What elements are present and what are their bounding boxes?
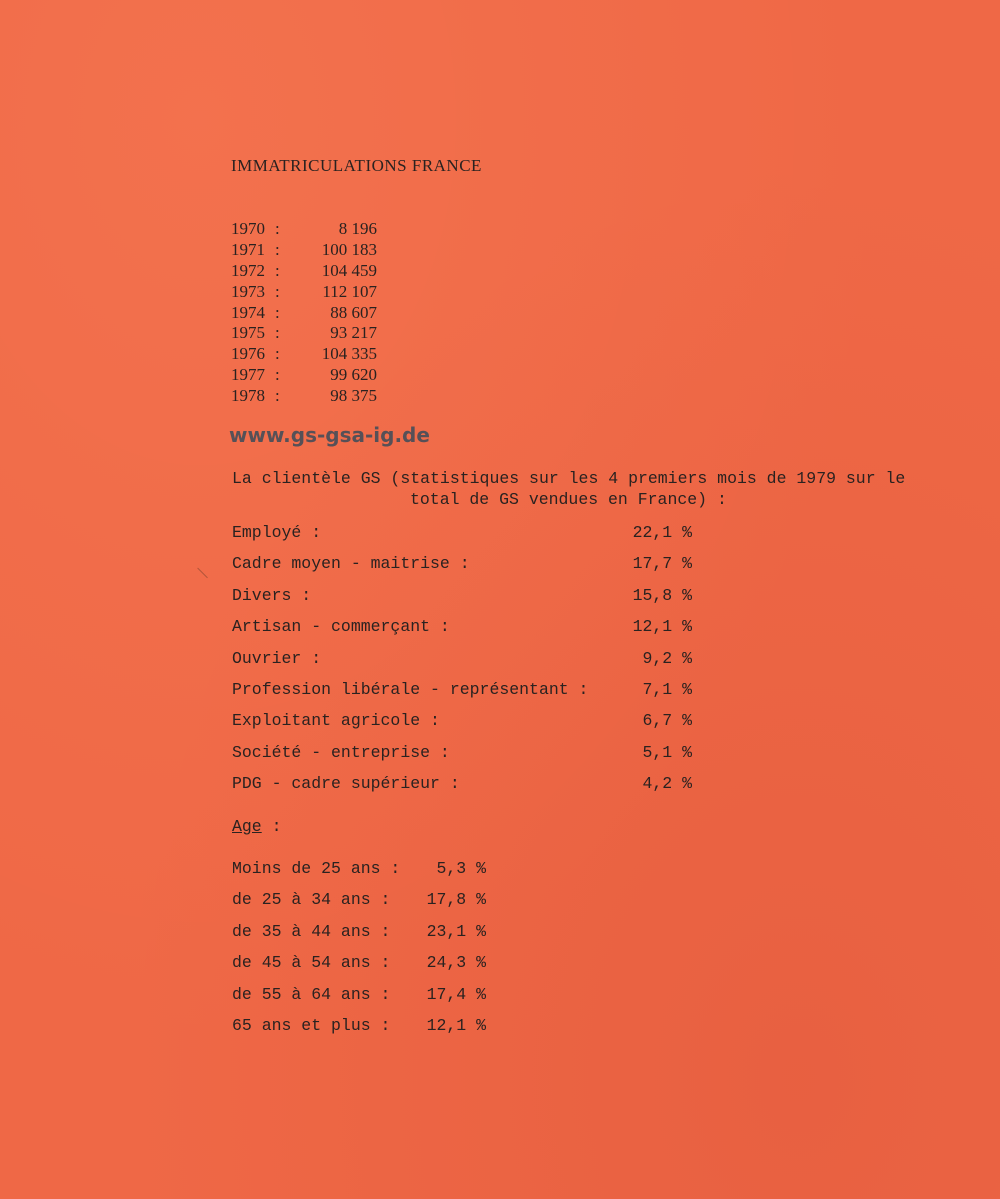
age-value: 24,3 % [426, 953, 486, 973]
age-value: 23,1 % [426, 921, 486, 941]
registration-row [231, 240, 377, 261]
age-heading-colon: : [271, 817, 282, 836]
registration-year: 1971 [231, 239, 265, 259]
age-label: de 25 à 34 ans : [232, 890, 391, 910]
registration-colon: : [275, 344, 280, 364]
clientele-row [232, 647, 702, 678]
clientele-row [232, 552, 702, 583]
registration-value: 88 607 [330, 302, 377, 322]
clientele-label: Profession libérale - représentant : [232, 679, 589, 699]
clientele-list [232, 521, 702, 804]
age-heading [232, 817, 282, 836]
watermark-url: www.gs-gsa-ig.de [229, 423, 430, 447]
registration-colon: : [275, 260, 280, 280]
registration-year: 1978 [231, 386, 265, 406]
clientele-row [232, 584, 702, 615]
intro-line-2: total de GS vendues en France) : [410, 490, 727, 509]
registration-year: 1974 [231, 302, 265, 322]
registration-year: 1977 [231, 365, 265, 385]
age-label: Moins de 25 ans : [232, 859, 401, 878]
clientele-value: 12,1 % [632, 617, 692, 637]
registration-row [231, 344, 377, 365]
registration-value: 93 217 [330, 323, 377, 343]
clientele-value: 4,2 % [642, 774, 692, 794]
clientele-row [232, 521, 702, 552]
registration-row [231, 323, 377, 344]
registration-value: 8 196 [338, 219, 377, 238]
age-label: de 55 à 64 ans : [232, 984, 391, 1004]
clientele-row [232, 678, 702, 709]
registration-value: 104 335 [321, 344, 377, 364]
age-value: 12,1 % [426, 1015, 486, 1035]
age-row [232, 983, 492, 1014]
age-value: 17,8 % [426, 890, 486, 910]
clientele-row [232, 741, 702, 772]
registration-row [231, 303, 377, 324]
age-list [232, 857, 492, 1045]
intro-line-1: La clientèle GS (statistiques sur les 4 premiers mois de 1979 sur le [232, 469, 906, 488]
registration-colon: : [275, 323, 280, 343]
registration-year: 1970 [231, 219, 265, 238]
registration-row [231, 282, 377, 303]
age-label: de 35 à 44 ans : [232, 921, 391, 941]
registration-value: 104 459 [321, 260, 377, 280]
age-row [232, 951, 492, 982]
clientele-label: Ouvrier : [232, 648, 322, 668]
clientele-row [232, 709, 702, 740]
clientele-value: 6,7 % [642, 711, 692, 731]
clientele-row [232, 615, 702, 646]
registration-year: 1972 [231, 260, 265, 280]
registration-year: 1973 [231, 281, 265, 301]
registration-value: 100 183 [321, 239, 377, 259]
clientele-label: Exploitant agricole : [232, 711, 440, 731]
registration-value: 98 375 [330, 386, 377, 406]
registration-row [231, 219, 377, 240]
registration-colon: : [275, 219, 280, 238]
age-heading-label: Age [232, 817, 262, 836]
clientele-label: Employé : [232, 523, 322, 542]
age-row [232, 888, 492, 919]
age-value: 17,4 % [426, 984, 486, 1004]
registration-year: 1975 [231, 323, 265, 343]
registration-value: 112 107 [322, 281, 377, 301]
clientele-value: 7,1 % [642, 679, 692, 699]
clientele-label: Artisan - commerçant : [232, 617, 450, 637]
clientele-row [232, 772, 702, 803]
clientele-value: 15,8 % [632, 585, 692, 605]
pencil-mark [197, 558, 218, 579]
age-value: 5,3 % [436, 859, 486, 878]
registrations-list [231, 219, 377, 407]
clientele-label: Cadre moyen - maitrise : [232, 554, 470, 574]
age-row [232, 920, 492, 951]
age-label: de 45 à 54 ans : [232, 953, 391, 973]
registration-row [231, 386, 377, 407]
clientele-label: PDG - cadre supérieur : [232, 774, 460, 794]
clientele-label: Divers : [232, 585, 312, 605]
registration-year: 1976 [231, 344, 265, 364]
registration-row [231, 261, 377, 282]
registration-colon: : [275, 302, 280, 322]
clientele-value: 22,1 % [632, 523, 692, 542]
page-title: IMMATRICULATIONS FRANCE [231, 156, 482, 175]
registration-colon: : [275, 386, 280, 406]
registration-colon: : [275, 239, 280, 259]
registration-value: 99 620 [330, 365, 377, 385]
clientele-value: 5,1 % [642, 742, 692, 762]
clientele-label: Société - entreprise : [232, 742, 450, 762]
registration-colon: : [275, 281, 280, 301]
clientele-value: 17,7 % [632, 554, 692, 574]
clientele-intro [232, 468, 905, 510]
registration-colon: : [275, 365, 280, 385]
age-row [232, 857, 492, 888]
age-row [232, 1014, 492, 1045]
registration-row [231, 365, 377, 386]
clientele-value: 9,2 % [642, 648, 692, 668]
age-label: 65 ans et plus : [232, 1015, 391, 1035]
